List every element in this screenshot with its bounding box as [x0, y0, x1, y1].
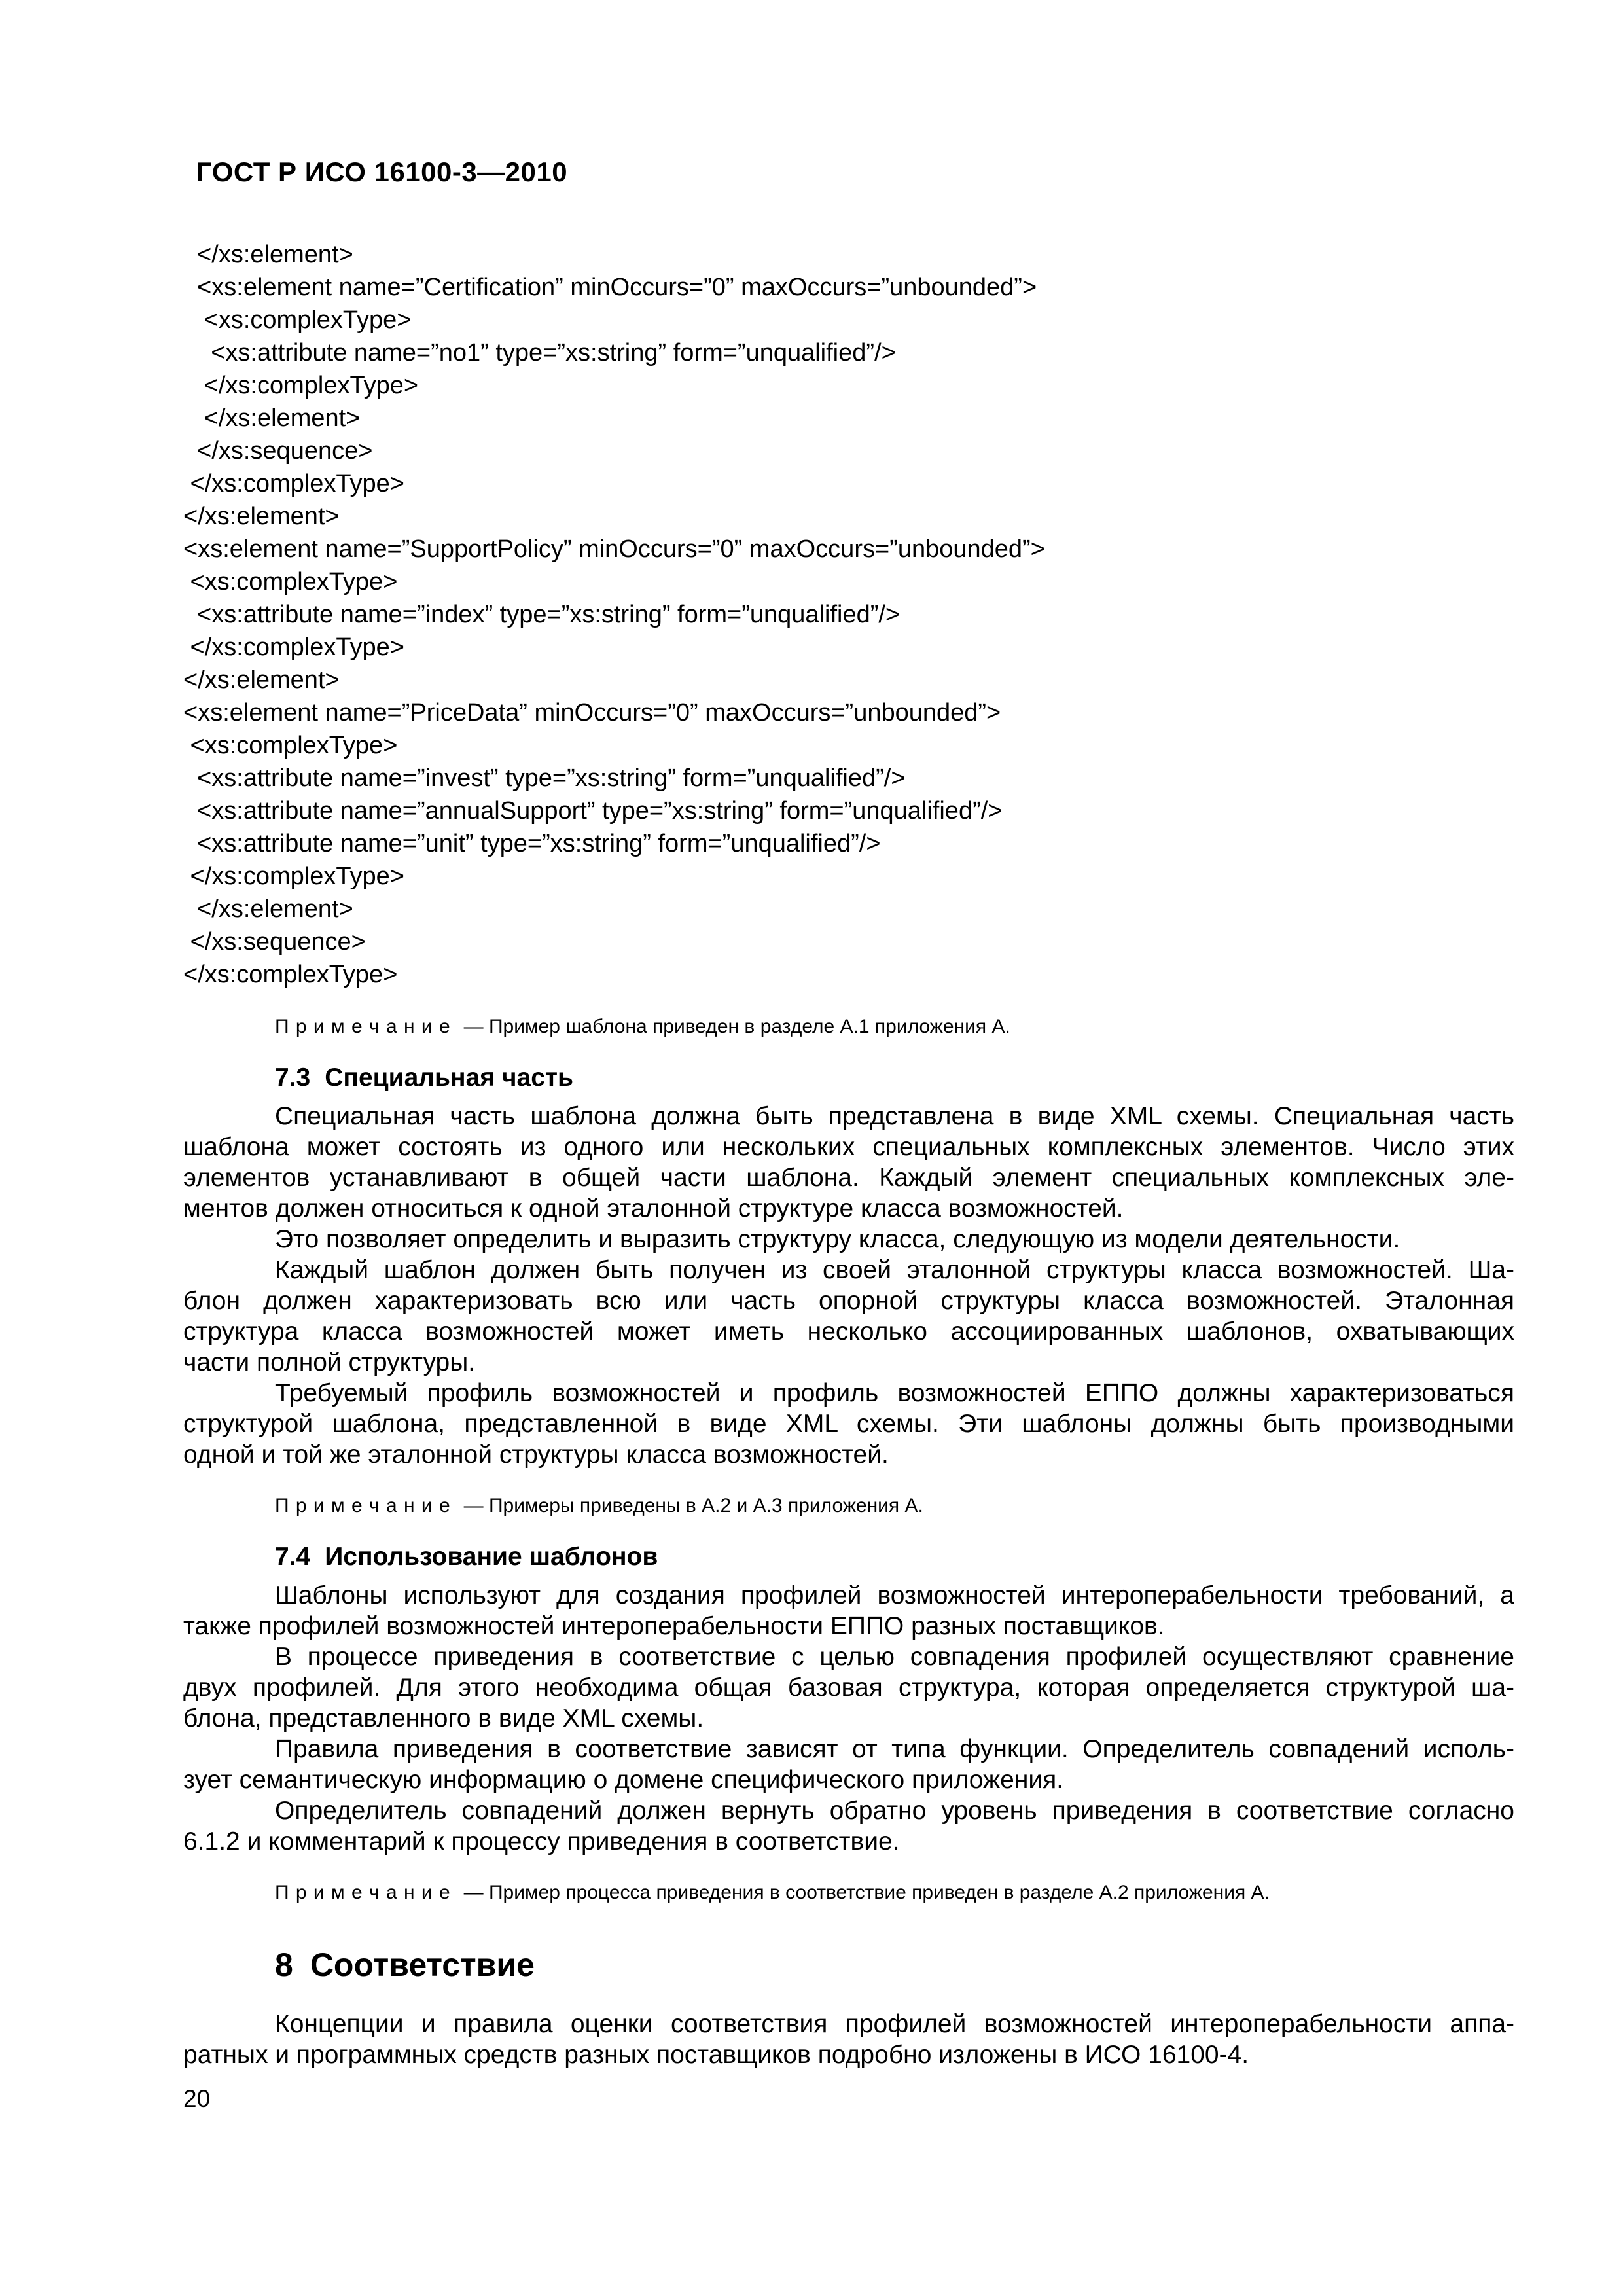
- code-line: </xs:complexType>: [183, 634, 404, 661]
- text-line: Правила приведения в соответствие зависят от типа функции. Определитель совпадений исполь-: [275, 1735, 1514, 1763]
- paragraph: [183, 1224, 1514, 1255]
- paragraph: [183, 1580, 1514, 1641]
- code-line: <xs:element name=”PriceData” minOccurs=”0” maxOccurs=”unbounded”>: [183, 699, 1001, 726]
- text-line: Специальная часть шаблона должна быть представлена в виде XML схемы. Специальная часть: [275, 1102, 1514, 1130]
- content: [183, 238, 1514, 2070]
- text-line: ментов должен относиться к одной эталонной структуре класса возможностей.: [183, 1194, 1124, 1223]
- section-8: [275, 1946, 1514, 1984]
- code-line: </xs:element>: [183, 404, 361, 432]
- note-label: П р и м е ч а н и е: [275, 1016, 451, 1037]
- page-number: 20: [183, 2085, 211, 2112]
- text-line: 6.1.2 и комментарий к процессу приведения в соответствие.: [183, 1827, 900, 1856]
- text-line: шаблона может состоять из одного или нескольких специальных комплексных элементов. Число этих: [183, 1133, 1514, 1161]
- paragraph: [183, 1734, 1514, 1795]
- code-line: </xs:sequence>: [183, 437, 373, 465]
- note-matching-process: [275, 1880, 1514, 1905]
- text-line: одной и той же эталонной структуры класса возможностей.: [183, 1441, 889, 1469]
- code-line: <xs:attribute name=”unit” type=”xs:string” form=”unqualified”/>: [183, 830, 881, 857]
- code-line: </xs:complexType>: [183, 863, 404, 890]
- paragraph: [183, 1101, 1514, 1224]
- text-line: элементов устанавливают в общей части шаблона. Каждый элемент специальных комплексных эле-: [183, 1164, 1514, 1192]
- text-line: Определитель совпадений должен вернуть обратно уровень приведения в соответствие согласно: [275, 1797, 1514, 1825]
- heading-number: 8: [275, 1946, 293, 1983]
- code-line: </xs:complexType>: [183, 372, 419, 399]
- code-line: <xs:element name=”Certification” minOccurs=”0” maxOccurs=”unbounded”>: [183, 274, 1037, 301]
- note-text: — Пример шаблона приведен в разделе А.1 приложения А.: [463, 1016, 1010, 1037]
- note-examples: [275, 1494, 1514, 1518]
- paragraph: [183, 1378, 1514, 1470]
- text-line: блона, представленного в виде XML схемы.: [183, 1704, 704, 1732]
- section-7-4: [275, 1542, 1514, 1572]
- text-line: ратных и программных средств разных поставщиков подробно изложены в ИСО 16100-4.: [183, 2041, 1249, 2069]
- section-7-3: [275, 1063, 1514, 1093]
- paragraph: [183, 1795, 1514, 1857]
- code-line: </xs:complexType>: [183, 961, 398, 988]
- text-line: также профилей возможностей интероперабельности ЕППО разных поставщиков.: [183, 1612, 1165, 1640]
- note-label: П р и м е ч а н и е: [275, 1495, 451, 1516]
- page-header: ГОСТ Р ИСО 16100-3—2010: [196, 156, 568, 187]
- text-line: Шаблоны используют для создания профилей возможностей интероперабельности требований, а: [275, 1581, 1514, 1609]
- text-line: В процессе приведения в соответствие с целью совпадения профилей осуществляют сравнение: [275, 1643, 1514, 1671]
- code-line: </xs:element>: [183, 241, 353, 268]
- text-line: структура класса возможностей может иметь несколько ассоциированных шаблонов, охватывающих: [183, 1318, 1514, 1346]
- text-line: блон должен характеризовать всю или часть опорной структуры класса возможностей. Эталонная: [183, 1287, 1514, 1315]
- note-template-example: [275, 1014, 1514, 1039]
- paragraph: [183, 1641, 1514, 1734]
- text-line: Каждый шаблон должен быть получен из своей эталонной структуры класса возможностей. Ша-: [275, 1256, 1514, 1284]
- text-line: двух профилей. Для этого необходима общая базовая структура, которая определяется структурой ша-: [183, 1674, 1514, 1702]
- heading-title: Использование шаблонов: [325, 1543, 658, 1571]
- code-line: <xs:complexType>: [183, 568, 398, 596]
- text-line: зует семантическую информацию о домене специфического приложения.: [183, 1766, 1064, 1794]
- code-line: <xs:complexType>: [183, 732, 398, 759]
- heading-number: 7.3: [275, 1064, 311, 1092]
- text-line: Требуемый профиль возможностей и профиль возможностей ЕППО должны характеризоваться: [275, 1379, 1514, 1407]
- code-line: </xs:element>: [183, 895, 353, 923]
- xml-schema-listing: [183, 238, 1514, 991]
- code-line: <xs:attribute name=”annualSupport” type=”xs:string” form=”unqualified”/>: [183, 797, 1003, 825]
- code-line: </xs:sequence>: [183, 928, 366, 956]
- text-line: Концепции и правила оценки соответствия профилей возможностей интероперабельности аппа-: [275, 2010, 1514, 2038]
- heading-number: 7.4: [275, 1543, 311, 1571]
- note-text: — Пример процесса приведения в соответствие приведен в разделе А.2 приложения А.: [463, 1882, 1270, 1903]
- heading-title: Специальная часть: [325, 1064, 573, 1092]
- paragraph: [183, 2009, 1514, 2070]
- text-line: Это позволяет определить и выразить структуру класса, следующую из модели деятельности.: [275, 1225, 1400, 1253]
- heading-title: Соответствие: [310, 1946, 535, 1983]
- text-line: части полной структуры.: [183, 1348, 476, 1376]
- text-line: структурой шаблона, представленной в виде XML схемы. Эти шаблоны должны быть производными: [183, 1410, 1514, 1438]
- code-line: </xs:element>: [183, 503, 340, 530]
- code-line: <xs:attribute name=”invest” type=”xs:string” form=”unqualified”/>: [183, 764, 906, 792]
- code-line: <xs:attribute name=”index” type=”xs:string” form=”unqualified”/>: [183, 601, 901, 628]
- code-line: <xs:element name=”SupportPolicy” minOccurs=”0” maxOccurs=”unbounded”>: [183, 535, 1045, 563]
- code-line: </xs:element>: [183, 666, 340, 694]
- note-text: — Примеры приведены в А.2 и А.3 приложения А.: [463, 1495, 923, 1516]
- paragraph: [183, 1255, 1514, 1378]
- code-line: <xs:complexType>: [183, 306, 412, 334]
- code-line: </xs:complexType>: [183, 470, 404, 497]
- note-label: П р и м е ч а н и е: [275, 1882, 451, 1903]
- code-line: <xs:attribute name=”no1” type=”xs:string” form=”unqualified”/>: [183, 339, 896, 367]
